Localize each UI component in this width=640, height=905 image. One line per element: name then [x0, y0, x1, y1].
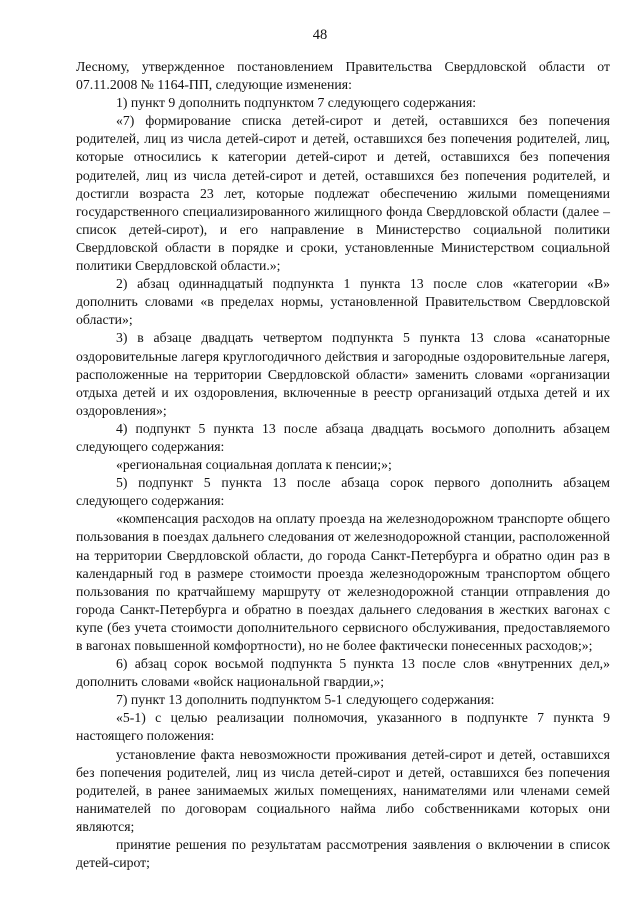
paragraph-item-7-sub-2: принятие решения по результатам рассмотрения заявления о включении в список детей-сирот;: [76, 837, 610, 871]
paragraph-intro: Лесному, утвержденное постановлением Правительства Свердловской области от 07.11.2008 № 1164-ПП, следующие изменения:: [76, 59, 610, 93]
paragraph-item-7-sub-1: установление факта невозможности проживания детей-сирот и детей, оставшихся без попечения родителей, лиц из числа детей-сирот и детей, оставшихся без попечения родителей, в ранее занимаемых жилых помещениях, нанимателями или членами семей нанимателей по договорам социального найма либо собственниками которых они являются;: [76, 746, 610, 834]
document-body: [76, 58, 610, 872]
paragraph-item-4: 4) подпункт 5 пункта 13 после абзаца двадцать восьмого дополнить абзацем следующего содержания:: [76, 420, 610, 454]
paragraph-item-7-text: «5-1) с целью реализации полномочия, указанного в подпункте 7 пункта 9 настоящего положения:: [76, 710, 610, 744]
paragraph-item-5-text: «компенсация расходов на оплату проезда на железнодорожном транспорте общего пользования в поездах дальнего следования от железнодорожной станции, расположенной на территории Свердловской области, до города Санкт-Петербурга и обратно один раз в календарный год в размере стоимости проезда железнодорожным транспортом общего пользования по кратчайшему маршруту от железнодорожной станции отправления до города Санкт-Петербурга и обратно в поездах дальнего следования в жестких вагонах с купе (без учета стоимости дополнительного сервисного обслуживания, предоставляемого в вагонах повышенной комфортности), но не более фактически понесенных расходов;»;: [76, 511, 610, 653]
paragraph-item-1: 1) пункт 9 дополнить подпунктом 7 следующего содержания:: [116, 95, 477, 111]
paragraph-item-2: 2) абзац одиннадцатый подпункта 1 пункта 13 после слов «категории «В» дополнить словами «в пределах нормы, установленной Правительством Свердловской области»;: [76, 276, 610, 328]
paragraph-item-5: 5) подпункт 5 пункта 13 после абзаца сорок первого дополнить абзацем следующего содержания:: [76, 475, 610, 509]
page-number: 48: [312, 27, 328, 43]
paragraph-item-4-text: «региональная социальная доплата к пенсии;»;: [116, 457, 392, 473]
paragraph-item-1-text: «7) формирование списка детей-сирот и детей, оставшихся без попечения родителей, лиц из числа детей-сирот и детей, оставшихся без попечения родителей, лиц, которые относились к категории детей-сирот и детей, оставшихся без попечения родителей, лиц из числа детей-сирот и детей, оставшихся без попечения родителей, и достигли возраста 23 лет, которые подлежат обеспечению жилыми помещениями государственного специализированного жилищного фонда Свердловской области (далее – список детей-сирот), и его направление в Министерство социальной политики Свердловской области в порядке и сроки, установленные Министерством социальной политики Свердловской области.»;: [76, 113, 610, 274]
paragraph-item-6: 6) абзац сорок восьмой подпункта 5 пункта 13 после слов «внутренних дел,» дополнить словами «войск национальной гвардии,»;: [76, 656, 610, 690]
paragraph-item-7: 7) пункт 13 дополнить подпунктом 5-1 следующего содержания:: [116, 692, 495, 708]
paragraph-item-3: 3) в абзаце двадцать четвертом подпункта 5 пункта 13 слова «санаторные оздоровительные лагеря круглогодичного действия и загородные оздоровительные лагеря, расположенные на территории Свердловской области» заменить словами «организации отдыха детей и их оздоровления, включенные в реестр организаций отдыха детей и их оздоровления»;: [76, 330, 610, 418]
